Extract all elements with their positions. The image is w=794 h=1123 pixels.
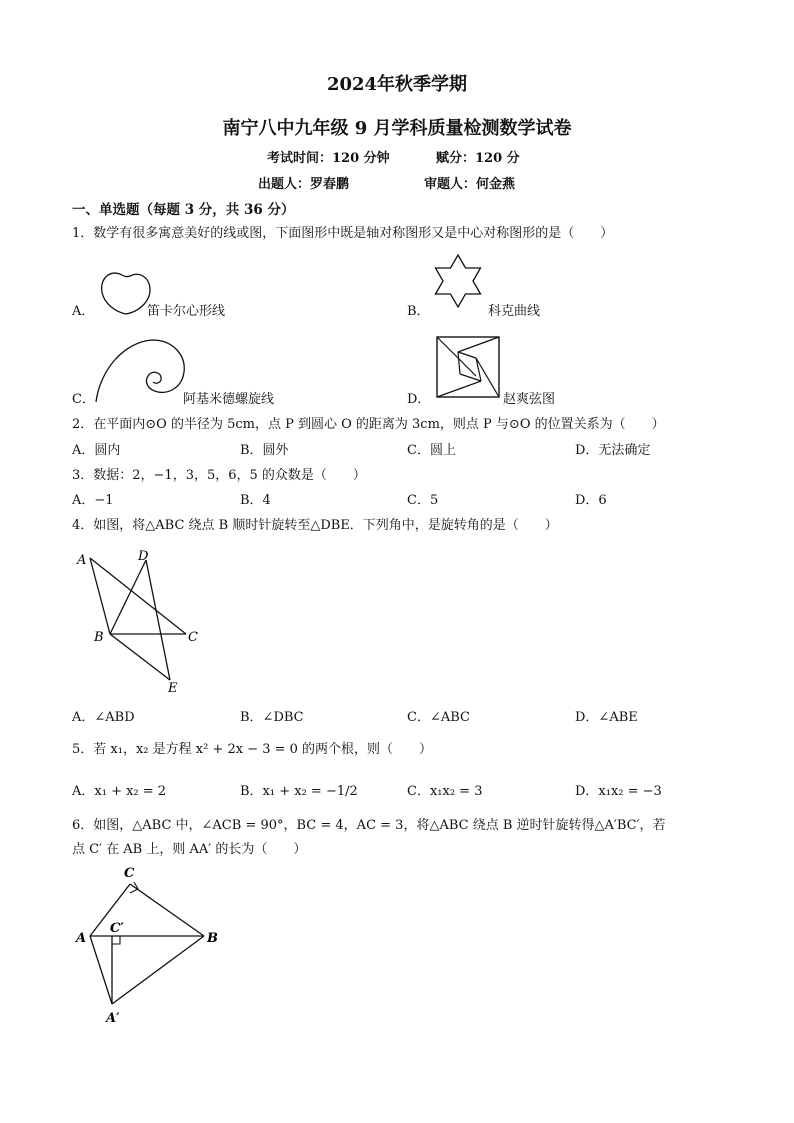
question-1-stem: 1．数学有很多寓意美好的线或图，下面图形中既是轴对称图形又是中心对称图形的是（ ） [72, 226, 614, 241]
exam-author: 出题人：罗春鹏 [258, 177, 350, 192]
q3-option-c[interactable]: C．5 [407, 493, 439, 508]
q4-option-d[interactable]: D．∠ABE [575, 710, 638, 725]
section-heading-single-choice: 一、单选题（每题 3 分，共 36 分） [72, 202, 295, 218]
exam-score: 赋分：120 分 [436, 151, 520, 166]
q1-option-a-caption: 笛卡尔心形线 [147, 304, 226, 319]
q1-option-c-caption: 阿基米德螺旋线 [183, 392, 275, 407]
q5-option-d[interactable]: D．x₁x₂ = −3 [575, 784, 662, 799]
q5-option-c[interactable]: C．x₁x₂ = 3 [407, 784, 483, 799]
q1-option-a-letter[interactable]: A． [72, 304, 95, 319]
q2-option-d[interactable]: D．无法确定 [575, 443, 651, 458]
archimedean-spiral-figure [94, 334, 189, 404]
question-6-stem-line2: 点 C′ 在 AB 上，则 AA′ 的长为（ ） [72, 842, 307, 857]
label-a: A [77, 553, 87, 568]
q1-option-c-letter[interactable]: C． [72, 392, 95, 407]
question-3-stem: 3．数据：2，−1，3，5，6，5 的众数是（ ） [72, 468, 366, 483]
q1-option-d-letter[interactable]: D． [407, 392, 431, 407]
question-2-stem: 2．在平面内⊙O 的半径为 5cm，点 P 到圆心 O 的距离为 3cm，则点 P 与⊙O 的位置关系为（ ） [72, 417, 665, 432]
exam-semester-title: 2024年秋季学期 [326, 74, 468, 95]
q5-option-a[interactable]: A．x₁ + x₂ = 2 [72, 784, 167, 799]
q3-option-d[interactable]: D．6 [575, 493, 607, 508]
label-a-prime: A′ [106, 1011, 120, 1026]
q1-option-b-letter[interactable]: B． [407, 304, 430, 319]
q4-option-b[interactable]: B．∠DBC [240, 710, 304, 725]
exam-time: 考试时间：120 分钟 [267, 151, 390, 166]
koch-curve-figure [428, 252, 488, 312]
question-4-stem: 4．如图，将△ABC 绕点 B 顺时针旋转至△DBE．下列角中，是旋转角的是（ ） [72, 518, 558, 533]
q5-option-b[interactable]: B．x₁ + x₂ = −1/2 [240, 784, 358, 799]
rotation-triangles-figure [74, 546, 214, 696]
q3-option-b[interactable]: B．4 [240, 493, 271, 508]
q2-option-a[interactable]: A．圆内 [72, 443, 121, 458]
label-b: B [207, 931, 218, 946]
q3-option-a[interactable]: A．−1 [72, 493, 114, 508]
q2-option-b[interactable]: B．圆外 [240, 443, 289, 458]
label-c: C [188, 630, 198, 645]
label-c: C [124, 866, 135, 881]
q1-option-d-caption: 赵爽弦图 [503, 392, 556, 407]
label-c-prime: C′ [110, 921, 124, 936]
q4-option-c[interactable]: C．∠ABC [407, 710, 470, 725]
label-d: D [138, 549, 149, 564]
q2-option-c[interactable]: C．圆上 [407, 443, 456, 458]
q1-option-b-caption: 科克曲线 [488, 304, 541, 319]
rotated-right-triangle-figure [74, 862, 234, 1027]
label-a: A [76, 931, 87, 946]
exam-reviewer: 审题人：何金燕 [424, 177, 516, 192]
question-5-stem: 5．若 x₁，x₂ 是方程 x² + 2x − 3 = 0 的两个根，则（ ） [72, 742, 433, 757]
label-b: B [94, 630, 104, 645]
exam-title: 南宁八中九年级 9 月学科质量检测数学试卷 [222, 118, 572, 139]
question-6-stem-line1: 6．如图，△ABC 中，∠ACB = 90°，BC = 4，AC = 3，将△ABC 绕点 B 逆时针旋转得△A′BC′，若 [72, 818, 666, 833]
q4-option-a[interactable]: A．∠ABD [72, 710, 135, 725]
label-e: E [168, 681, 178, 696]
zhao-shuang-chord-figure [436, 336, 500, 398]
